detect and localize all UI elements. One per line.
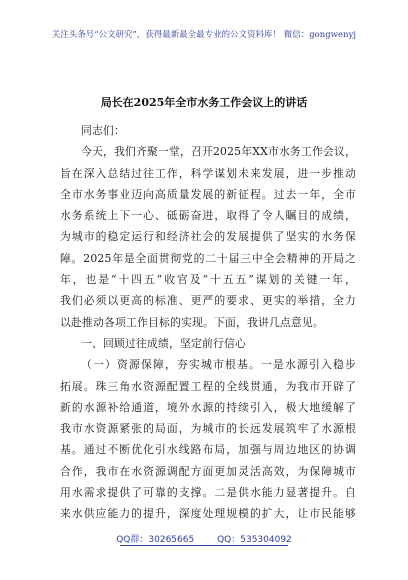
paragraph-line: 我们必须以更高的标准、更严的要求、更实的举措，全力	[60, 294, 356, 308]
footer-underline	[120, 545, 288, 546]
paragraph-line: 合作，我市在水资源调配方面更加灵活高效，为保障城市	[60, 464, 356, 478]
salutation-line: 同志们：	[81, 124, 125, 137]
paragraph-line: 今天，我们齐聚一堂，召开2025年XX市水务工作会议，	[81, 145, 356, 159]
paragraph-line: 来水供应能力的提升，深度处理规模的扩大，让市民能够	[60, 507, 356, 521]
paragraph-line: 年，也是“十四五”收官及“十五五”谋划的关键一年，	[60, 273, 356, 287]
footer-qq: QQ：535304092	[217, 535, 292, 545]
paragraph-line: （一）资源保障，夯实城市根基。一是水源引入稳步	[81, 358, 356, 372]
paragraph-line: 我市水资源紧张的局面，为城市的长远发展筑牢了水源根	[60, 422, 356, 436]
footer-contact	[0, 532, 408, 545]
paragraph-line: 以赴推动各项工作目标的实现。下面，我讲几点意见。	[60, 315, 324, 329]
header-note: 关注头条号“公文研究”，获得最新最全最专业的公文资料库！ 微信：gongwenyj	[51, 29, 357, 39]
document-body	[60, 120, 356, 525]
paragraph-line: 用水需求提供了可靠的支撑。二是供水能力显著提升。自	[60, 486, 356, 500]
paragraph-line: 新的水源补给通道，境外水源的持续引入，极大地缓解了	[60, 400, 356, 414]
paragraph-line: 水务系统上下一心、砥砺奋进，取得了令人瞩目的成绩，	[60, 209, 356, 223]
paragraph-line: 拓展。珠三角水资源配置工程的全线贯通，为我市开辟了	[60, 379, 356, 393]
paragraph-line: 基。通过不断优化引水线路布局，加强与周边地区的协调	[60, 443, 356, 457]
paragraph-line: 障。2025年是全面贯彻党的二十届三中全会精神的开局之	[60, 251, 356, 265]
section-heading: 一、回顾过往成绩，坚定前行信心	[81, 336, 246, 350]
paragraph-line: 旨在深入总结过往工作，科学谋划未来发展，进一步推动	[60, 166, 356, 180]
paragraph-line: 为城市的稳定运行和经济社会的发展提供了坚实的水务保	[60, 230, 356, 244]
document-title: 局长在2025年全市水务工作会议上的讲话	[100, 96, 308, 109]
footer-qq-group: QQ群：30265665	[116, 535, 195, 545]
paragraph-line: 全市水务事业迈向高质量发展的新征程。过去一年，全市	[60, 187, 356, 201]
